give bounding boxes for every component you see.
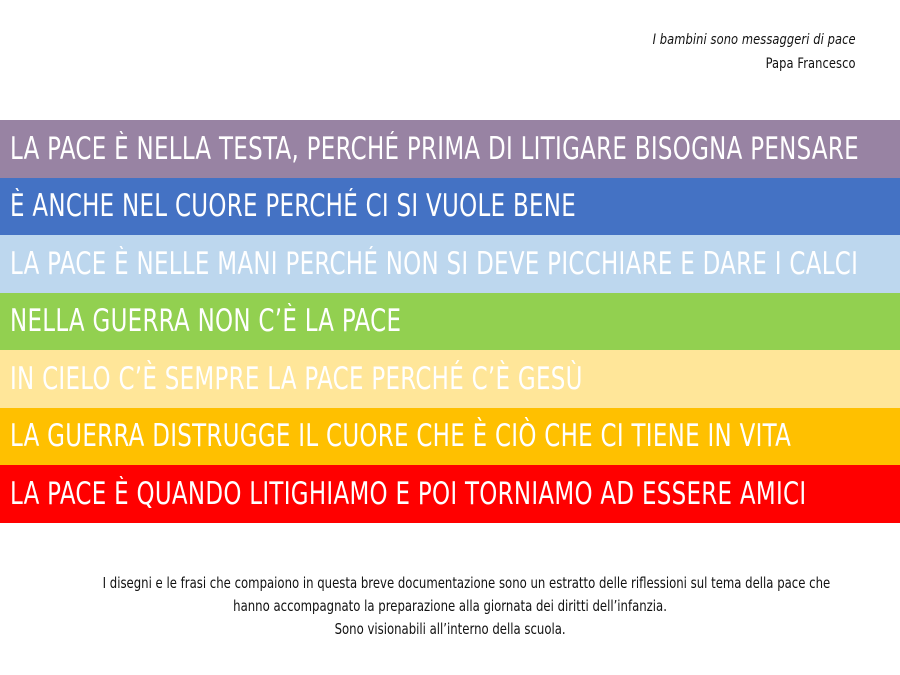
stripe-4 — [0, 293, 900, 351]
stripe-2-text: È ANCHE NEL CUORE PERCHÉ CI SI VUOLE BENE — [10, 188, 577, 225]
footer-line-3 — [0, 618, 900, 641]
stripe-7 — [0, 465, 900, 523]
stripe-3 — [0, 235, 900, 293]
footer-note — [0, 572, 900, 641]
stripe-2 — [0, 178, 900, 236]
stripe-6-text: LA GUERRA DISTRUGGE IL CUORE CHE È CIÒ CHE CI TIENE IN VITA — [10, 418, 792, 455]
footer-line-2 — [0, 595, 900, 618]
quote-text: I bambini sono messaggeri di pace — [652, 32, 856, 48]
stripe-1 — [0, 120, 900, 178]
peace-stripes — [0, 120, 900, 523]
stripe-5-text: IN CIELO C’È SEMPRE LA PACE PERCHÉ C’È GESÙ — [10, 360, 583, 397]
footer-line-2-text: hanno accompagnato la preparazione alla giornata dei diritti dell’infanzia. — [233, 597, 667, 615]
quote-author: Papa Francesco — [765, 56, 856, 72]
stripe-7-text: LA PACE È QUANDO LITIGHIAMO E POI TORNIAMO AD ESSERE AMICI — [10, 475, 807, 512]
stripe-6 — [0, 408, 900, 466]
footer-line-1 — [0, 572, 900, 595]
footer-line-1-text: I disegni e le frasi che compaiono in questa breve documentazione sono un estratto delle riflessioni sul tema della pace che — [102, 574, 831, 592]
stripe-4-text: NELLA GUERRA NON C’È LA PACE — [10, 303, 402, 340]
quote-block — [653, 28, 856, 76]
stripe-3-text: LA PACE È NELLE MANI PERCHÉ NON SI DEVE PICCHIARE E DARE I CALCI — [10, 245, 859, 282]
stripe-5 — [0, 350, 900, 408]
stripe-1-text: LA PACE È NELLA TESTA, PERCHÉ PRIMA DI LITIGARE BISOGNA PENSARE — [10, 130, 859, 167]
footer-line-3-text: Sono visionabili all’interno della scuola. — [334, 620, 566, 638]
